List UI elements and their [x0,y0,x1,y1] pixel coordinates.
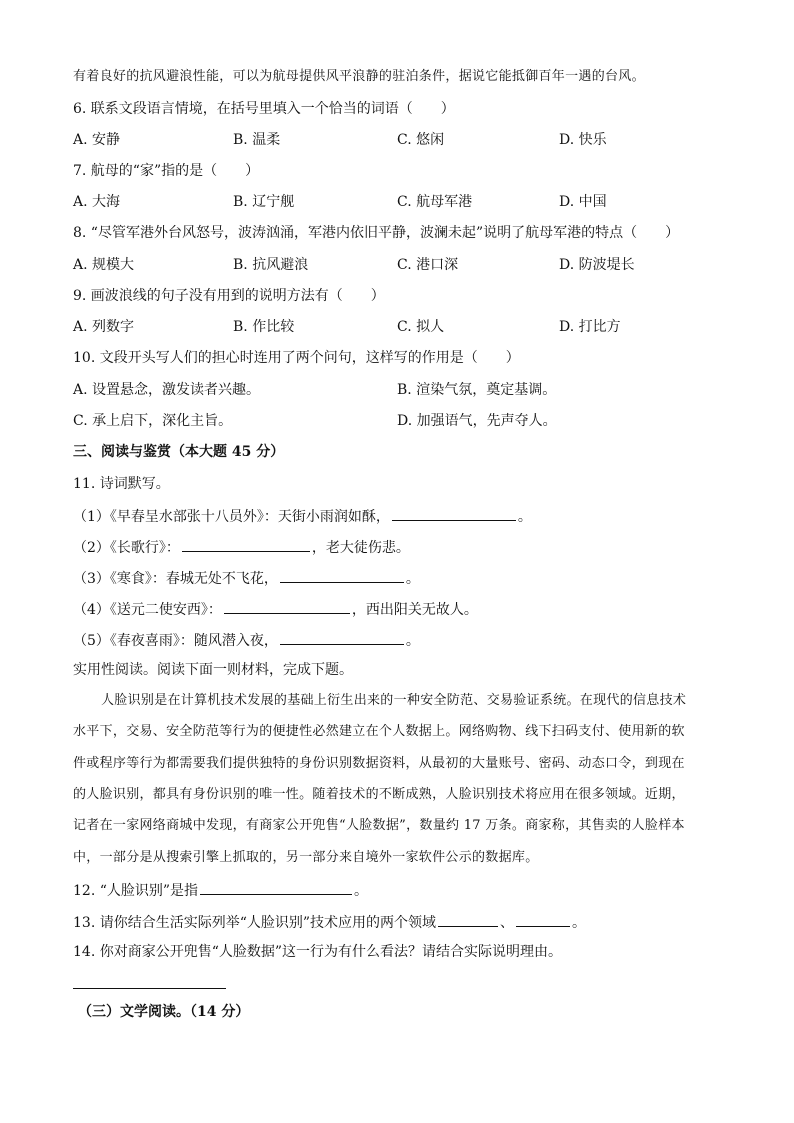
question-8-stem: 8. “尽管军港外台风怒号，波涛汹涌，军港内依旧平静，波澜未起”说明了航母军港的特点（ ） [73,225,680,241]
question-12-end: 。 [354,883,369,899]
q11-item-1-text: （1）《早春呈水部张十八员外》：天街小雨润如酥， [73,509,390,525]
passage-line: 记者在一家网络商城中发现，有商家公开兜售“人脸数据”，数量约 17 万条。商家称，其售卖的人脸样本 [73,818,685,833]
q9-option-d: D. 打比方 [559,319,621,335]
q10-option-b: B. 渲染气氛，奠定基调。 [397,382,557,398]
answer-blank[interactable] [224,599,350,614]
q11-item-2-text: （2）《长歌行》： [73,540,180,556]
question-6-stem: 6. 联系文段语言情境，在括号里填入一个恰当的词语（ ） [73,101,455,117]
q6-option-b: B. 温柔 [233,132,281,148]
q11-item-1 [73,506,532,526]
question-12-stem: 12. “人脸识别”是指 [73,883,199,899]
question-12 [73,880,368,900]
q11-item-4-end: ，西出阳关无故人。 [351,602,478,618]
q6-option-d: D. 快乐 [559,132,607,148]
q8-option-d: D. 防波堤长 [559,257,635,273]
question-13-stem: 13. 请你结合生活实际列举“人脸识别”技术应用的两个领域 [73,915,437,931]
literary-reading-heading: （三）文学阅读。（14 分） [78,1004,250,1020]
answer-blank[interactable] [280,568,404,583]
q9-option-b: B. 作比较 [233,319,295,335]
q8-option-b: B. 抗风避浪 [233,257,309,273]
q11-item-4 [73,599,478,619]
question-11-stem: 11. 诗词默写。 [73,476,170,492]
q11-item-3-end: 。 [405,571,420,587]
q7-option-b: B. 辽宁舰 [233,194,295,210]
section-3-heading: 三、阅读与鉴赏（本大题 45 分） [73,444,285,460]
q6-option-a: A. 安静 [73,132,121,148]
q9-option-a: A. 列数字 [73,319,135,335]
q7-option-d: D. 中国 [559,194,607,210]
q10-option-d: D. 加强语气，先声夺人。 [397,413,557,429]
passage-continuation: 有着良好的抗风避浪性能，可以为航母提供风平浪静的驻泊条件，据说它能抵御百年一遇的台风。 [73,69,645,84]
q11-item-4-text: （4）《送元二使安西》： [73,602,222,618]
q7-option-c: C. 航母军港 [397,194,473,210]
practical-reading-intro: 实用性阅读。阅读下面一则材料，完成下题。 [73,662,353,678]
passage-line: 中，一部分是从搜索引擎上抓取的，另一部分来自境外一家软件公示的数据库。 [73,850,539,865]
answer-blank[interactable] [280,630,404,645]
q11-item-5 [73,630,420,650]
question-13-end: 。 [572,915,587,931]
question-13 [73,912,586,932]
q11-item-5-end: 。 [405,633,420,649]
question-13-separator: 、 [500,915,515,931]
q6-option-c: C. 悠闲 [397,132,445,148]
q11-item-2 [73,537,410,557]
answer-blank[interactable] [392,506,516,521]
q9-option-c: C. 拟人 [397,319,445,335]
answer-blank[interactable] [200,880,352,895]
passage-line: 的人脸识别，都具有身份识别的唯一性。随着技术的不断成熟，人脸识别技术将应用在很多领域。近期， [73,787,685,802]
q8-option-c: C. 港口深 [397,257,459,273]
answer-blank[interactable] [182,537,310,552]
question-7-stem: 7. 航母的“家”指的是（ ） [73,163,260,179]
passage-line: 水平下，交易、安全防范等行为的便捷性必然建立在个人数据上。网络购物、线下扫码支付、使用新的软 [73,724,685,739]
answer-blank[interactable] [438,912,498,927]
q11-item-3-text: （3）《寒食》：春城无处不飞花， [73,571,278,587]
question-14-stem: 14. 你对商家公开兜售“人脸数据”这一行为有什么看法？请结合实际说明理由。 [73,944,563,960]
q11-item-3 [73,568,420,588]
question-9-stem: 9. 画波浪线的句子没有用到的说明方法有（ ） [73,288,385,304]
divider-line [73,988,226,989]
q10-option-a: A. 设置悬念，激发读者兴趣。 [73,382,261,398]
passage-line: 件或程序等行为都需要我们提供独特的身份识别数据资料，从最初的大量账号、密码、动态口令，到现在 [73,756,685,771]
q11-item-2-end: ，老大徒伤悲。 [311,540,410,556]
passage-line: 人脸识别是在计算机技术发展的基础上衍生出来的一种安全防范、交易验证系统。在现代的信息技术 [101,693,687,708]
q11-item-1-end: 。 [517,509,532,525]
q8-option-a: A. 规模大 [73,257,135,273]
question-10-stem: 10. 文段开头写人们的担心时连用了两个问句，这样写的作用是（ ） [73,350,520,366]
q11-item-5-text: （5）《春夜喜雨》：随风潜入夜， [73,633,278,649]
answer-blank[interactable] [516,912,570,927]
q7-option-a: A. 大海 [73,194,121,210]
q10-option-c: C. 承上启下，深化主旨。 [73,413,233,429]
